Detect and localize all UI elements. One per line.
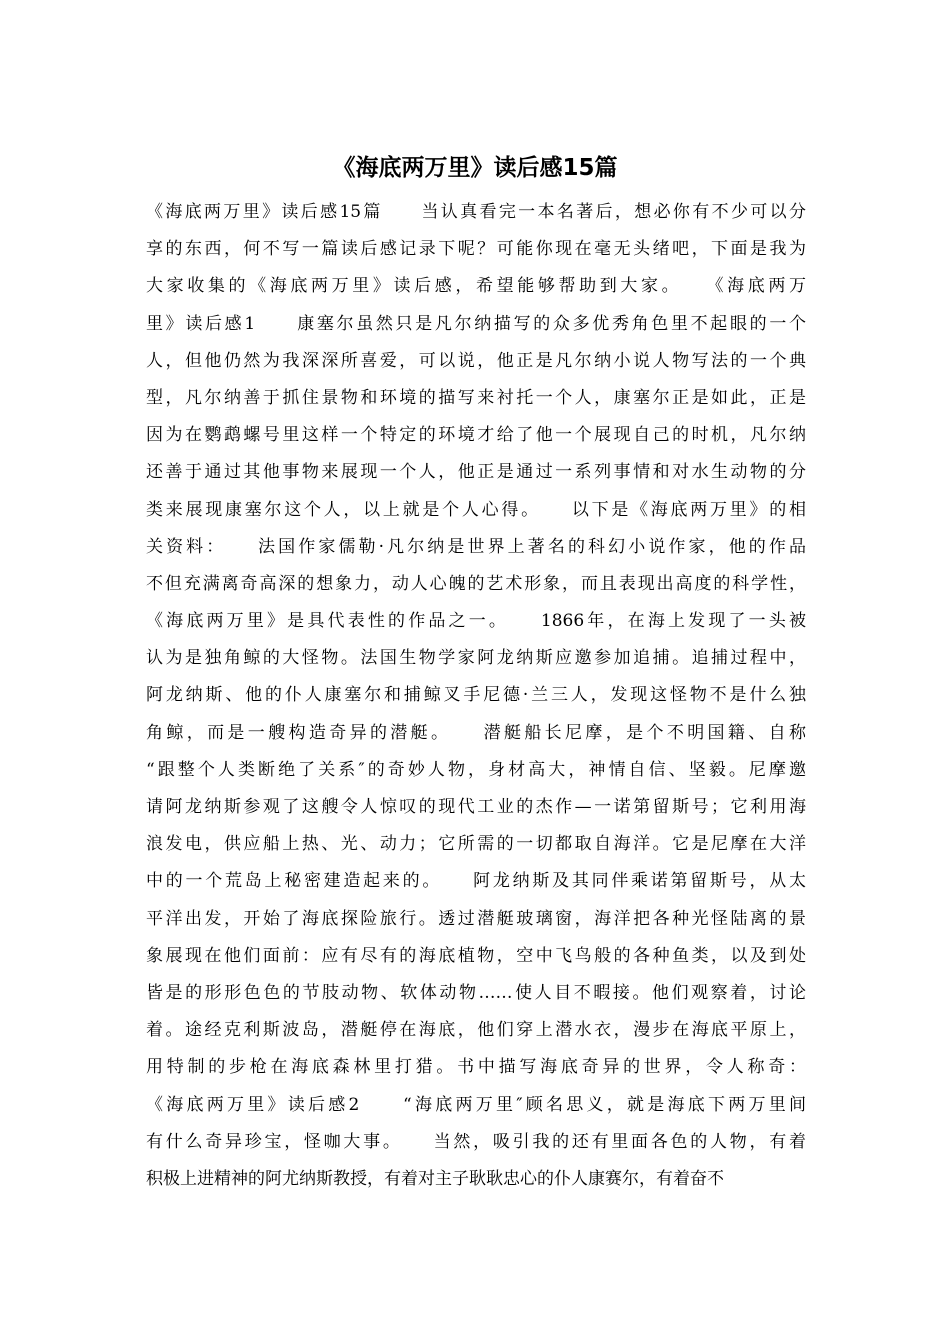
text-line: 中的一个荒岛上秘密建造起来的。 阿龙纳斯及其同伴乘诺第留斯号，从太 xyxy=(146,871,806,892)
text-line: 请阿龙纳斯参观了这艘令人惊叹的现代工业的杰作—一诺第留斯号；它利用海 xyxy=(146,797,806,817)
text-line: 不但充满离奇高深的想象力，动人心魄的艺术形象，而且表现出高度的科学性， xyxy=(146,573,806,594)
text-line: 类来展现康塞尔这个人，以上就是个人心得。 以下是《海底两万里》的相 xyxy=(146,499,806,520)
text-line: 还善于通过其他事物来展现一个人，他正是通过一系列事情和对水生动物的分 xyxy=(146,462,806,483)
text-line: “跟整个人类断绝了关系″的奇妙人物，身材高大，神情自信、坚毅。尼摩邀 xyxy=(146,759,806,780)
text-line: 关资料： 法国作家儒勒·凡尔纳是世界上著名的科幻小说作家，他的作品 xyxy=(146,536,806,557)
page-title: 《海底两万里》读后感15篇 xyxy=(332,155,618,181)
text-line: 象展现在他们面前：应有尽有的海底植物，空中飞鸟般的各种鱼类，以及到处 xyxy=(146,945,806,966)
document-body xyxy=(146,194,806,1198)
text-line: 阿龙纳斯、他的仆人康塞尔和捕鲸叉手尼德·兰三人，发现这怪物不是什么独 xyxy=(146,685,806,706)
text-line: 《海底两万里》是具代表性的作品之一。 1866年，在海上发现了一头被 xyxy=(146,611,806,632)
text-line: 浪发电，供应船上热、光、动力；它所需的一切都取自海洋。它是尼摩在大洋 xyxy=(146,834,806,855)
text-line: 有什么奇异珍宝，怪咖大事。 当然，吸引我的还有里面各色的人物，有着 xyxy=(146,1131,806,1152)
text-line: 认为是独角鲸的大怪物。法国生物学家阿龙纳斯应邀参加追捕。追捕过程中， xyxy=(146,648,806,669)
text-line: 着。途经克利斯波岛，潜艇停在海底，他们穿上潜水衣，漫步在海底平原上， xyxy=(146,1020,806,1041)
text-line: 里》读后感1 康塞尔虽然只是凡尔纳描写的众多优秀角色里不起眼的一个 xyxy=(146,313,806,334)
text-line: 型，凡尔纳善于抓住景物和环境的描写来衬托一个人，康塞尔正是如此，正是 xyxy=(146,387,806,408)
text-line: 角鲸，而是一艘构造奇异的潜艇。 潜艇船长尼摩，是个不明国籍、自称 xyxy=(146,722,806,743)
text-line: 因为在鹦鹉螺号里这样一个特定的环境才给了他一个展现自己的时机，凡尔纳 xyxy=(146,425,806,446)
text-line: 平洋出发，开始了海底探险旅行。透过潜艇玻璃窗，海洋把各种光怪陆离的景 xyxy=(146,908,806,929)
text-line: 大家收集的《海底两万里》读后感，希望能够帮助到大家。 《海底两万 xyxy=(146,276,806,297)
text-line: 享的东西，何不写一篇读后感记录下呢？可能你现在毫无头绪吧，下面是我为 xyxy=(146,239,806,260)
text-line: 《海底两万里》读后感15篇 当认真看完一本名著后，想必你有不少可以分 xyxy=(146,202,806,222)
text-line: 积极上进精神的阿尤纳斯教授，有着对主子耿耿忠心的仆人康赛尔，有着奋不 xyxy=(146,1168,724,1189)
text-line: 用特制的步枪在海底森林里打猎。书中描写海底奇异的世界，令人称奇： xyxy=(146,1057,806,1078)
text-line: 皆是的形形色色的节肢动物、软体动物……使人目不暇接。他们观察着，讨论 xyxy=(146,982,806,1003)
text-line: 《海底两万里》读后感2 “海底两万里″顾名思义，就是海底下两万里间 xyxy=(146,1094,806,1115)
text-line: 人，但他仍然为我深深所喜爱，可以说，他正是凡尔纳小说人物写法的一个典 xyxy=(146,350,806,371)
